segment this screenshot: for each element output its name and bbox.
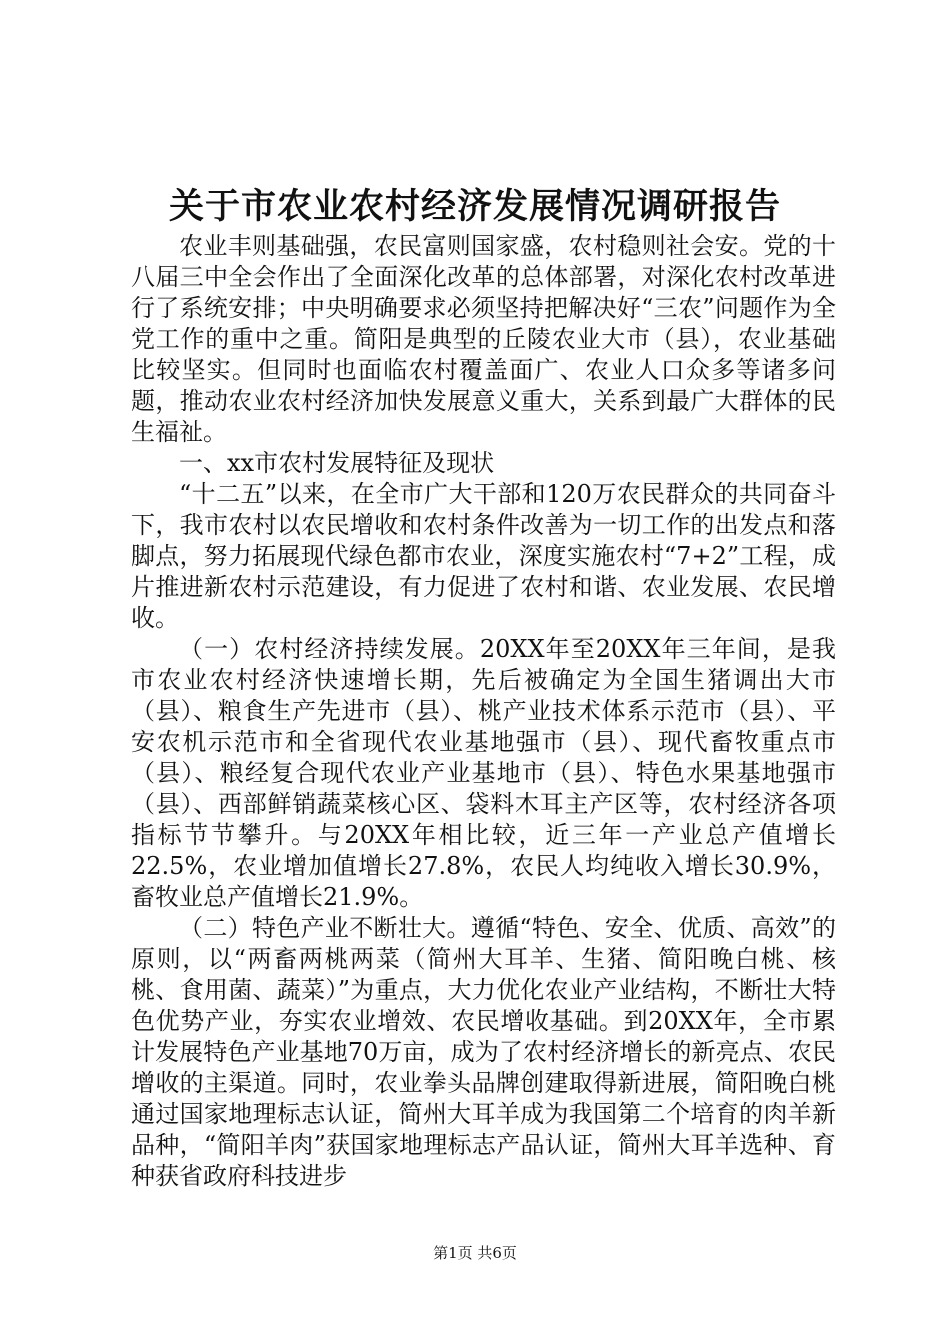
document-body <box>131 231 836 1192</box>
section-heading: 一、xx市农村发展特征及现状 <box>179 449 495 477</box>
page-footer: 第1页 共6页 <box>433 1244 517 1262</box>
document-title: 关于市农业农村经济发展情况调研报告 <box>168 186 781 227</box>
industry-paragraph: （二）特色产业不断壮大。遵循“特色、安全、优质、高效”的原则，以“两畜两桃两菜（简州大耳羊、生猪、简阳晚白桃、核桃、食用菌、蔬菜）”为重点，大力优化农业产业结构，不断壮大特色优势产业，夯实农业增效、农民增收基础。到20XX年，全市累计发展特色产业基地70万亩，成为了农村经济增长的新亮点、农民增收的主渠道。同时，农业拳头品牌创建取得新进展，简阳晚白桃通过国家地理标志认证，简州大耳羊成为我国第二个培育的肉羊新品种，“简阳羊肉”获国家地理标志产品认证，简州大耳羊选种、育种获省政府科技进步 <box>131 914 836 1190</box>
overview-paragraph: “十二五”以来，在全市广大干部和120万农民群众的共同奋斗下，我市农村以农民增收和农村条件改善为一切工作的出发点和落脚点，努力拓展现代绿色都市农业，深度实施农村“7+2”工程，成片推进新农村示范建设，有力促进了农村和谐、农业发展、农民增收。 <box>131 480 836 632</box>
intro-paragraph: 农业丰则基础强，农民富则国家盛，农村稳则社会安。党的十八届三中全会作出了全面深化改革的总体部署，对深化农村改革进行了系统安排；中央明确要求必须坚持把解决好“三农”问题作为全党工作的重中之重。简阳是典型的丘陵农业大市（县），农业基础比较坚实。但同时也面临农村覆盖面广、农业人口众多等诸多问题，推动农业农村经济加快发展意义重大，关系到最广大群体的民生福祉。 <box>131 232 836 446</box>
economy-paragraph: （一）农村经济持续发展。20XX年至20XX年三年间，是我市农业农村经济快速增长期，先后被确定为全国生猪调出大市（县）、粮食生产先进市（县）、桃产业技术体系示范市（县）、平安农机示范市和全省现代农业基地强市（县）、现代畜牧重点市（县）、粮经复合现代农业产业基地市（县）、特色水果基地强市（县）、西部鲜销蔬菜核心区、袋料木耳主产区等，农村经济各项指标节节攀升。与20XX年相比较，近三年一产业总产值增长22.5%，农业增加值增长27.8%，农民人均纯收入增长30.9%，畜牧业总产值增长21.9%。 <box>131 635 836 911</box>
